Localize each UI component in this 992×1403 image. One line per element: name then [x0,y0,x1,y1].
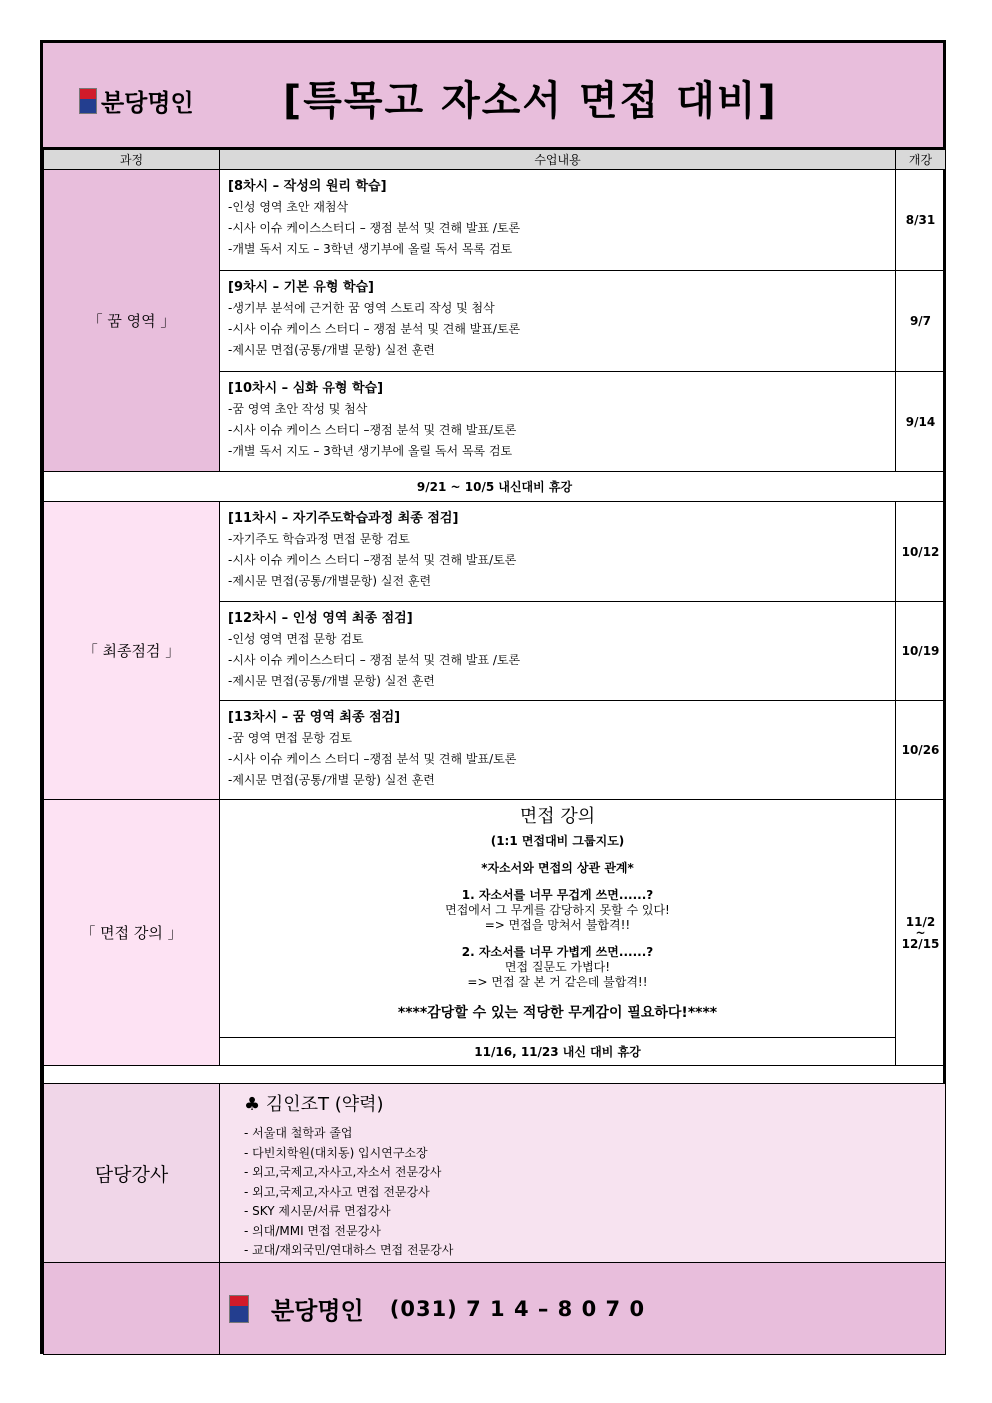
session-date: 9/14 [896,372,946,472]
bio-item: - 외고,국제고,자사고,자소서 전문강사 [244,1165,442,1179]
instructor-info [220,1084,946,1263]
footer-left [44,1263,220,1355]
document-frame [40,40,946,1354]
instructor-row [44,1084,946,1263]
session-line: -인성 영역 초안 재첨삭 [228,200,349,214]
lecture-row [44,800,946,1038]
bio-item: - 서울대 철학과 졸업 [244,1126,353,1140]
table-header-row [44,150,946,170]
bio-item: - 의대/MMI 면접 전문강사 [244,1223,381,1238]
category-dream: 「 꿈 영역 」 [44,170,220,472]
session-line: -시사 이슈 케이스 스터디 –쟁점 분석 및 견해 발표/토론 [228,423,517,437]
page-title: [특목고 자소서 면접 대비] [283,78,778,124]
session-line: -생기부 분석에 근거한 꿈 영역 스토리 작성 및 첨삭 [228,301,495,315]
header-start: 개강 [896,150,946,170]
header [43,43,943,149]
session-content [220,170,896,271]
session-line: -시사 이슈 케이스스터디 – 쟁점 분석 및 견해 발표 /토론 [228,653,521,667]
session-date: 10/26 [896,701,946,800]
bio-item: - 다빈치학원(대치동) 입시연구소장 [244,1145,428,1160]
session-date: 10/19 [896,602,946,701]
spacer [44,1066,946,1084]
session-title: [8차시 – 작성의 원리 학습] [228,179,387,194]
logo-icon [79,88,97,114]
session-line: -자기주도 학습과정 면접 문항 검토 [228,532,410,546]
session-content [220,372,896,472]
bio-item: - 외고,국제고,자사고 면접 전문강사 [244,1184,430,1199]
session-title: [10차시 – 심화 유형 학습] [228,381,384,396]
spacer-row [44,1066,946,1084]
session-line: -인성 영역 면접 문항 검토 [228,632,364,646]
break-row [44,472,946,502]
session-content [220,701,896,800]
bio-item: - SKY 제시문/서류 면접강사 [244,1204,391,1218]
lecture-question-1: 1. 자소서를 너무 무겁게 쓰면......? [461,888,654,902]
session-date: 9/7 [896,271,946,372]
lecture-relation: *자소서와 면접의 상관 관계* [481,861,634,875]
instructor-label: 담당강사 [44,1084,220,1263]
footer-row [44,1263,946,1355]
category-interview-lecture: 「 면접 강의 」 [44,800,220,1066]
instructor-name: ♣ 김인조T (약력) [244,1094,384,1115]
session-title: [11차시 – 자기주도학습과정 최종 점검] [228,511,459,526]
lecture-answer: 면접 질문도 가볍다! [504,960,611,974]
footer-brand [221,1291,944,1326]
footer-phone: (031) 7 1 4 – 8 0 7 0 [389,1296,646,1321]
session-title: [12차시 – 인성 영역 최종 점검] [228,611,413,626]
lecture-date-sep: ~ [915,925,926,940]
session-row [44,502,946,602]
session-line: -제시문 면접(공통/개별 문항) 실전 훈련 [228,343,435,357]
lecture-answer: => 면접 잘 본 거 같은데 불합격!! [467,975,648,989]
bio-item: - 교대/재외국민/연대하스 면접 전문강사 [244,1243,454,1257]
session-content [220,271,896,372]
header-course: 과정 [44,150,220,170]
lecture-date [896,800,946,1066]
brand-name: 분당명인 [101,89,194,117]
logo-icon [229,1295,249,1323]
lecture-answer: 면접에서 그 무게를 감당하지 못할 수 있다! [445,903,670,917]
lecture-question-2: 2. 자소서를 너무 가볍게 쓰면......? [461,945,654,959]
session-line: -시사 이슈 케이스 스터디 –쟁점 분석 및 견해 발표/토론 [228,752,517,766]
session-line: -시사 이슈 케이스 스터디 –쟁점 분석 및 견해 발표/토론 [228,553,517,567]
session-line: -개별 독서 지도 – 3학년 생기부에 올릴 독서 목록 검토 [228,242,513,256]
session-content [220,502,896,602]
footer-contact [220,1263,946,1355]
session-line: -시사 이슈 케이스 스터디 – 쟁점 분석 및 견해 발표/토론 [228,322,521,336]
session-line: -제시문 면접(공통/개별문항) 실전 훈련 [228,574,432,588]
session-title: [13차시 – 꿈 영역 최종 점검] [228,710,401,725]
header-content: 수업내용 [220,150,896,170]
session-row [44,170,946,271]
session-content [220,602,896,701]
footer-brand-name: 분당명인 [271,1297,364,1325]
session-title: [9차시 – 기본 유형 학습] [228,280,374,295]
lecture-conclusion: ****감당할 수 있는 적당한 무게감이 필요하다!**** [397,1005,718,1021]
session-date: 10/12 [896,502,946,602]
break-notice: 9/21 ~ 10/5 내신대비 휴강 [44,472,946,502]
schedule-table [43,149,946,1355]
lecture-title: 면접 강의 [519,806,596,827]
session-line: -개별 독서 지도 – 3학년 생기부에 올릴 독서 목록 검토 [228,444,513,458]
lecture-break-notice: 11/16, 11/23 내신 대비 휴강 [220,1038,896,1066]
session-date: 8/31 [896,170,946,271]
brand-logo [79,83,194,118]
session-line: -꿈 영역 면접 문항 검토 [228,731,352,745]
lecture-content [220,800,896,1038]
lecture-date-start: 11/2 [905,914,936,929]
lecture-date-end: 12/15 [901,936,940,951]
session-line: -제시문 면접(공통/개별 문항) 실전 훈련 [228,674,435,688]
lecture-answer: => 면접을 망쳐서 불합격!! [484,918,631,932]
lecture-subtitle: (1:1 면접대비 그룹지도) [490,834,625,848]
session-line: -시사 이슈 케이스스터디 – 쟁점 분석 및 견해 발표 /토론 [228,221,521,235]
session-line: -꿈 영역 초안 작성 및 첨삭 [228,402,368,416]
category-final-check: 「 최종점검 」 [44,502,220,800]
session-line: -제시문 면접(공통/개별 문항) 실전 훈련 [228,773,435,787]
